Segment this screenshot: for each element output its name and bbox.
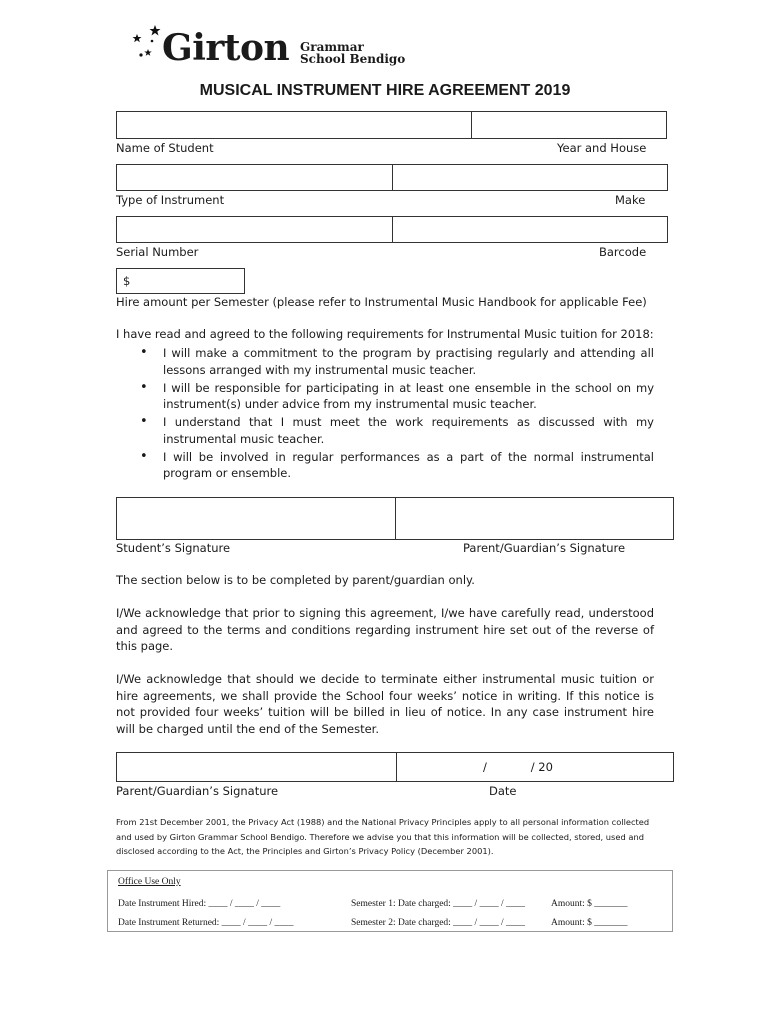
parent-signature-field[interactable]: [395, 497, 674, 540]
requirement-item: • I will be involved in regular performances as a part of the normal instrumental program or ensemble.: [116, 449, 654, 482]
semester2-charged-line: Semester 2: Date charged: ____ / ____ / ____: [351, 918, 525, 928]
logo-line2: School Bendigo: [300, 52, 406, 66]
date-returned-line: Date Instrument Returned: ____ / ____ / ____: [118, 918, 294, 928]
hire-amount-label: Hire amount per Semester (please refer to Instrumental Music Handbook for applicable Fee): [116, 295, 647, 309]
requirement-item: • I will make a commitment to the program by practising regularly and attending all lessons arranged with my instrumental music teacher.: [116, 345, 654, 378]
dollar-prefix: $: [123, 274, 131, 288]
office-use-heading: Office Use Only: [118, 877, 181, 887]
parent-section-note: The section below is to be completed by parent/guardian only.: [116, 573, 475, 587]
stars-icon: [128, 22, 164, 62]
serial-number-label: Serial Number: [116, 245, 199, 259]
logo-wordmark: Girton: [162, 27, 290, 69]
office-use-box: [107, 870, 673, 932]
parent-signature-label-2: Parent/Guardian’s Signature: [116, 784, 279, 798]
page-title: MUSICAL INSTRUMENT HIRE AGREEMENT 2019: [199, 82, 571, 99]
amount2-line: Amount: $ _______: [551, 918, 628, 928]
acknowledgement-paragraph-2: I/We acknowledge that should we decide to terminate either instrumental music tuition or hire agreements, we shall provide the School four weeks’ notice in writing. If this notice is not provided four weeks’ tuition will be billed in lieu of notice. In any case instrument hire will be charged until the end of the Semester.: [116, 672, 654, 736]
privacy-notice: From 21st December 2001, the Privacy Act (1988) and the National Privacy Principles apply to all personal information collected and used by Girton Grammar School Bendigo. Therefore we advise you that this information will be collected, stored, used and disclosed according to the Act, the Principles and Girton’s Privacy Policy (December 2001).: [116, 817, 650, 856]
instrument-type-field[interactable]: [116, 164, 393, 191]
date-field[interactable]: [396, 752, 674, 782]
requirement-item: • I understand that I must meet the work requirements as discussed with my instrumental music teacher.: [116, 414, 654, 447]
student-signature-field[interactable]: [116, 497, 396, 540]
make-field[interactable]: [392, 164, 668, 191]
student-name-field[interactable]: [116, 111, 472, 139]
student-name-label: Name of Student: [116, 141, 214, 155]
date-template: / / 20: [483, 760, 553, 774]
date-hired-line: Date Instrument Hired: ____ / ____ / ____: [118, 899, 281, 909]
hire-amount-field[interactable]: [116, 268, 245, 294]
instrument-type-label: Type of Instrument: [116, 193, 225, 207]
student-signature-label: Student’s Signature: [116, 541, 231, 555]
make-label: Make: [615, 193, 646, 207]
year-house-label: Year and House: [557, 141, 647, 155]
barcode-label: Barcode: [599, 245, 647, 259]
parent-signature-label: Parent/Guardian’s Signature: [463, 541, 626, 555]
requirements-intro: I have read and agreed to the following requirements for Instrumental Music tuition for 2018:: [116, 327, 654, 341]
barcode-field[interactable]: [392, 216, 668, 243]
date-label: Date: [489, 784, 517, 798]
requirement-item: • I will be responsible for participating in at least one ensemble in the school on my instrument(s) under advice from my instrumental music teacher.: [116, 380, 654, 413]
acknowledgement-paragraph-1: I/We acknowledge that prior to signing this agreement, I/we have carefully read, understood and agreed to the terms and conditions regarding instrument hire set out of the reverse of this page.: [116, 606, 654, 653]
amount1-line: Amount: $ _______: [551, 899, 628, 909]
year-house-field[interactable]: [471, 111, 667, 139]
logo-line1: Grammar: [300, 40, 364, 54]
serial-number-field[interactable]: [116, 216, 393, 243]
parent-signature-field-2[interactable]: [116, 752, 397, 782]
requirements-list: [116, 345, 654, 483]
semester1-charged-line: Semester 1: Date charged: ____ / ____ / ____: [351, 899, 525, 909]
